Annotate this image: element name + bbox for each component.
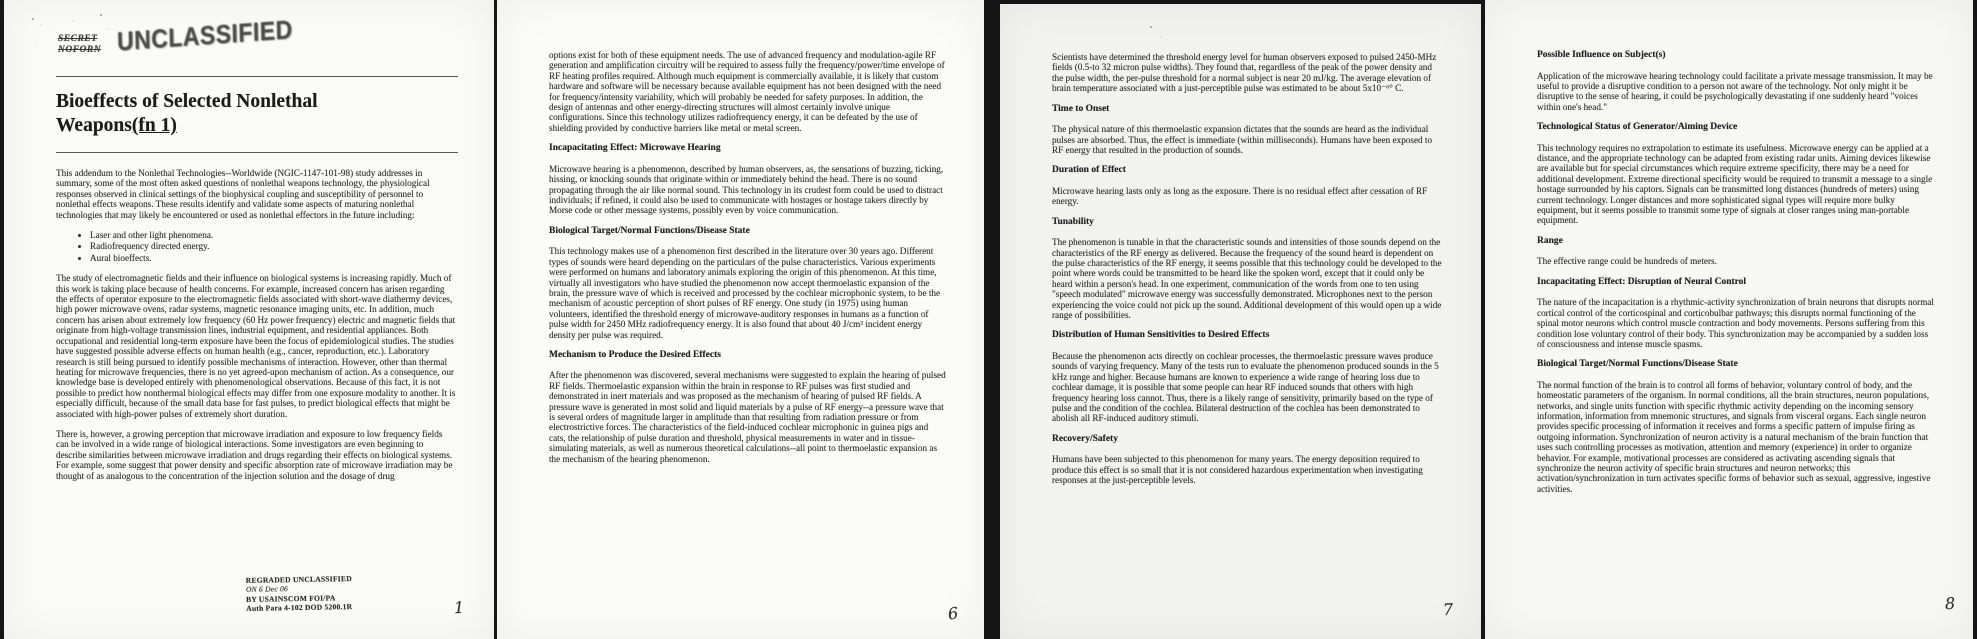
scanned-page-2 [497, 0, 984, 639]
body-paragraph: Application of the microwave hearing technology could facilitate a private message transmission. It may be useful to provide a disruptive condition to a person not aware of the technology. Not only might it be disruptive to the sense of hearing, it could be psychologically devastating if one suddenly heard "voices within one's head." [1537, 70, 1933, 112]
body-paragraph: Microwave hearing lasts only as long as the exposure. There is no residual effect after cessation of RF energy. [1052, 185, 1428, 207]
page-number: 6 [946, 602, 960, 624]
body-paragraph: There is, however, a growing perception that microwave irradiation and exposure to low frequency fields can be involved in a wide range of biological interactions. Some investigators are even beginning to describe similarities between microwave irradiation and drugs regarding their effects on biological systems. For example, some suggest that power density and specific absorption rate of microwave irradiation may be thought of as analogous to the concentration of the injection solution and the dosage of drug [56, 428, 453, 481]
stamp-line: BY USAINSCOM FOI/PA [246, 593, 336, 605]
bullet-list [56, 230, 456, 263]
body-paragraph: The study of electromagnetic fields and their influence on biological systems is increasing rapidly. Much of this work is taking place because of health concerns. For example, increased concern has arisen regarding the effects of operator exposure to the electromagnetic fields associated with short-wave diathermy devices, high power microwave ovens, radar systems, magnetic resonance imaging units, etc. In addition, much concern has arisen about extremely low frequency (60 Hz power frequency) electric and magnetic fields that originate from high-voltage transmission lines, industrial equipment, and residential appliances. Both occupational and residential long-term exposure have been the focus of epidemiological studies. The studies have suggested possible adverse effects on human health (e.g., cancer, reproduction, etc.). Laboratory research is still being pursued to identify possible mechanisms of interaction. However, other than thermal heating for microwave frequencies, there is no yet agreed-upon mechanism of action. As a consequence, our knowledge base is developed entirely with phenomenological observations. Because of this fact, it is not possible to predict how nonthermal biological effects may differ from one exposure modality to another. It is especially difficult, because of the small data base for fast pulses, to predict biological effects that might be associated with high-power pulses of extremely short duration. [56, 273, 456, 419]
section-heading: Mechanism to Produce the Desired Effects [549, 349, 721, 360]
body-paragraph: Because the phenomenon acts directly on cochlear processes, the thermoelastic pressure waves produce sounds of varying frequency. Many of the tests run to evaluate the phenomenon produced sounds in the 5 kHz range and higher. Because humans are known to experience a wide range of hearing loss due to cochlear damage, it is possible that some people can hear RF induced sounds that others with high frequency hearing loss cannot. Thus, there is a likely range of sensitivity, primarily based on the type of pulse and the condition of the cochlea. Bilateral destruction of the cochlea has been demonstrated to abolish all RF-induced auditory stimuli. [1052, 350, 1439, 424]
scanned-page-3 [1000, 0, 1481, 639]
regrade-stamp [246, 574, 353, 613]
section-heading: Range [1537, 235, 1563, 246]
intro-paragraph: This addendum to the Nonlethal Technologies--Worldwide (NGIC-1147-101-98) study addresses in summary, some of the most often asked questions of nonlethal weapons technology, the physiological responses observed in clinical settings of the biophysical coupling and susceptibility of personnel to nonlethal effects weapons. These results identify and validate some aspects of maturing nonlethal technologies that may likely be encountered or used as nonlethal effectors in the future including: [56, 168, 430, 220]
stamp-line: REGRADED UNCLASSIFIED [245, 574, 352, 586]
section-heading: Distribution of Human Sensitivities to Desired Effects [1052, 330, 1270, 341]
classification-secret: SECRET [58, 34, 98, 44]
stamp-line: ON 6 Dec 06 [245, 584, 289, 595]
section-heading: Recovery/Safety [1052, 433, 1118, 444]
section-heading: Biological Target/Normal Functions/Disease State [1537, 359, 1738, 370]
bullet-item: • Laser and other light phenomena. [90, 230, 456, 240]
page-number: 7 [1442, 599, 1454, 619]
title-text: Bioeffects of Selected Nonlethal Weapons [56, 91, 318, 136]
classification-noforn: NOFORN [58, 45, 102, 55]
body-paragraph: Microwave hearing is a phenomenon, described by human observers, as, the sensations of buzzing, ticking, hissing, or knocking sounds that originate within or immediately behind the head. There is no sound propagating through the air like normal sound. This technology in its crudest form could be used to distract individuals; if refined, it could also be used to communicate with hostages or hostage takers directly by Morse code or other message systems, possibly even by voice communication. [549, 163, 944, 216]
body-paragraph: This technology makes use of a phenomenon first described in the literature over 30 years ago. Different types of sounds were heard depending on the particulars of the pulse characteristics. Various experiments were performed on humans and laboratory animals exploring the origin of this phenomenon. At this time, virtually all investigators who have studied the phenomenon now accept thermoelastic expansion of the brain, the pressure wave of which is received and processed by the cochlear microphonic system, to be the mechanism of acoustic perception of short pulses of RF energy. One study (in 1975) using human volunteers, identified the threshold energy of microwave-auditory responses in humans as a function of pulse width for 2450 MHz radiofrequency energy. It is also found that about 40 J/cm² incident energy density per pulse was required. [549, 246, 941, 340]
body-paragraph: The effective range could be hundreds of meters. [1537, 256, 1717, 267]
body-paragraph: Humans have been subjected to this phenomenon for many years. The energy deposition required to produce this effect is so small that it is not considered hazardous experimentation when investigating responses at the just-perceptible levels. [1052, 454, 1423, 486]
horizontal-rule [56, 152, 458, 153]
classification-block [58, 14, 456, 76]
scanned-page-1 [4, 0, 494, 639]
section-heading: Tunability [1052, 216, 1094, 227]
page-number: 1 [453, 597, 465, 617]
bullet-item: • Radiofrequency directed energy. [90, 241, 456, 251]
body-paragraph: The phenomenon is tunable in that the characteristic sounds and intensities of those sounds depend on the characteristics of the RF energy as delivered. Because the frequency of the sound heard is dependent on the pulse characteristics of the RF energy, it seems possible that this technology could be developed to the point where words could be transmitted to be heard like the spoken word, except that it could only be heard within a person's head. In one experiment, communication of the words from one to ten using "speech modulated" microwave energy was successfully demonstrated. Microphones next to the person experiencing the voice could not pick up the sound. Additional development of this would open up a wide range of possibilities. [1052, 237, 1442, 320]
section-heading: Biological Target/Normal Functions/Disease State [549, 225, 750, 236]
horizontal-rule [56, 76, 458, 77]
title-footnote: (fn 1) [131, 115, 177, 136]
bullet-item: • Aural bioeffects. [90, 253, 456, 263]
section-heading: Duration of Effect [1052, 165, 1126, 176]
body-paragraph: This technology requires no extrapolation to estimate its usefulness. Microwave energy can be applied at a distance, and the appropriate technology can be adapted from existing radar units. Aiming devices likewise are available but for special circumstances which require extreme specificity, there may be a need for additional development. Extreme directional specificity would be required to transmit a message to a single hostage surrounded by his captors. Signals can be transmitted long distances (hundreds of meters) using current technology. Longer distances and more sophisticated signal types will require more bulky equipment, but it seems possible to transmit some type of signals at closer ranges using man-portable equipment. [1537, 142, 1933, 226]
body-paragraph: After the phenomenon was discovered, several mechanisms were suggested to explain the hearing of pulsed RF fields. Thermoelastic expansion within the brain in response to RF pulses was first studied and demonstrated in inert materials and was proposed as the mechanism of hearing of pulsed RF fields. A pressure wave is generated in most solid and liquid materials by a pulse of RF energy--a pressure wave that is several orders of magnitude larger in amplitude than that resulting from radiation pressure or from electrostrictive forces. The characteristics of the field-induced cochlear microphonic in guinea pigs and cats, the relationship of pulse duration and threshold, physical measurements in water and in tissue-simulating materials, as well as numerous theoretical calculations--all point to thermoelastic expansion as the mechanism of the hearing phenomenon. [549, 370, 946, 464]
section-heading: Possible Influence on Subject(s) [1537, 50, 1666, 60]
body-paragraph: The physical nature of this thermoelastic expansion dictates that the sounds are heard as the individual pulses are absorbed. Thus, the effect is immediate (within milliseconds). Humans have been exposed to RF energy that resulted in the production of sounds. [1052, 124, 1433, 155]
body-paragraph: The nature of the incapacitation is a rhythmic-activity synchronization of brain neurons that disrupts normal cortical control of the corticospinal and corticobulbar pathways; this disrupts normal functioning of the spinal motor neurons which control muscle contraction and body movements. Persons suffering from this condition lose voluntary control of their body. This synchronization may be accompanied by a sudden loss of consciousness and intense muscle spasms. [1537, 297, 1934, 349]
page-number: 8 [1944, 593, 1956, 613]
document-title [56, 90, 416, 138]
body-paragraph: Scientists have determined the threshold energy level for human observers exposed to pulsed 2450-MHz fields (0.5-to 32 micron pulse widths). They found that, regardless of the peak of the power density and the pulse width, the per-pulse threshold for a normal subject is near 20 mJ/kg. The average elevation of brain temperature associated with a just-perceptible pulse was estimated to be about 5x10⁻⁶° C. [1052, 52, 1437, 94]
section-heading: Technological Status of Generator/Aiming Device [1537, 122, 1738, 133]
scanned-page-4 [1485, 0, 1973, 639]
section-heading: Time to Onset [1052, 103, 1110, 114]
stamp-line: Auth Para 4-102 DOD 5200.1R [246, 602, 353, 614]
unclassified-stamp: UNCLASSIFIED [116, 14, 294, 57]
section-heading: Incapacitating Effect: Microwave Hearing [549, 143, 721, 154]
body-paragraph: options exist for both of these equipment needs. The use of advanced frequency and modulation-agile RF generation and amplification circuitry will be required to assess fully the frequency/power/time envelope of RF heating profiles required. Although much equipment is commercially available, it is likely that custom hardware and software will be necessary because available equipment has not been designed with the need for frequency/intensity variability, which will probably be needed for safety purposes. In addition, the design of antennas and other energy-directing structures will almost certainly involve unique configurations. Since this technology utilizes radiofrequency energy, it can be defeated by the use of shielding provided by conductive barriers like metal or metal screen. [549, 50, 945, 133]
section-heading: Incapacitating Effect: Disruption of Neural Control [1537, 276, 1747, 287]
body-paragraph: The normal function of the brain is to control all forms of behavior, voluntary control of body, and the homeostatic parameters of the organism. In normal conditions, all the brain structures, neuron populations, networks, and single units function with specific rhythmic activity depending on the incoming sensory information, information from mnemonic structures, and signals from visceral organs. Each single neuron provides specific processing of information it receives and forms a specific pattern of impulse firing as outgoing information. Synchronization of neuron activity is a natural mechanism of the brain function that uses such controlling processes as motivation, attention and memory (experience) in order to organize behavior. For example, motivational processes are considered as activating ascending signals that synchronize the neuron activity of specific brain structures and neuron networks; this activation/synchronization in turn activates specific forms of behavior such as sexual, aggressive, ingestive activities. [1537, 379, 1931, 494]
